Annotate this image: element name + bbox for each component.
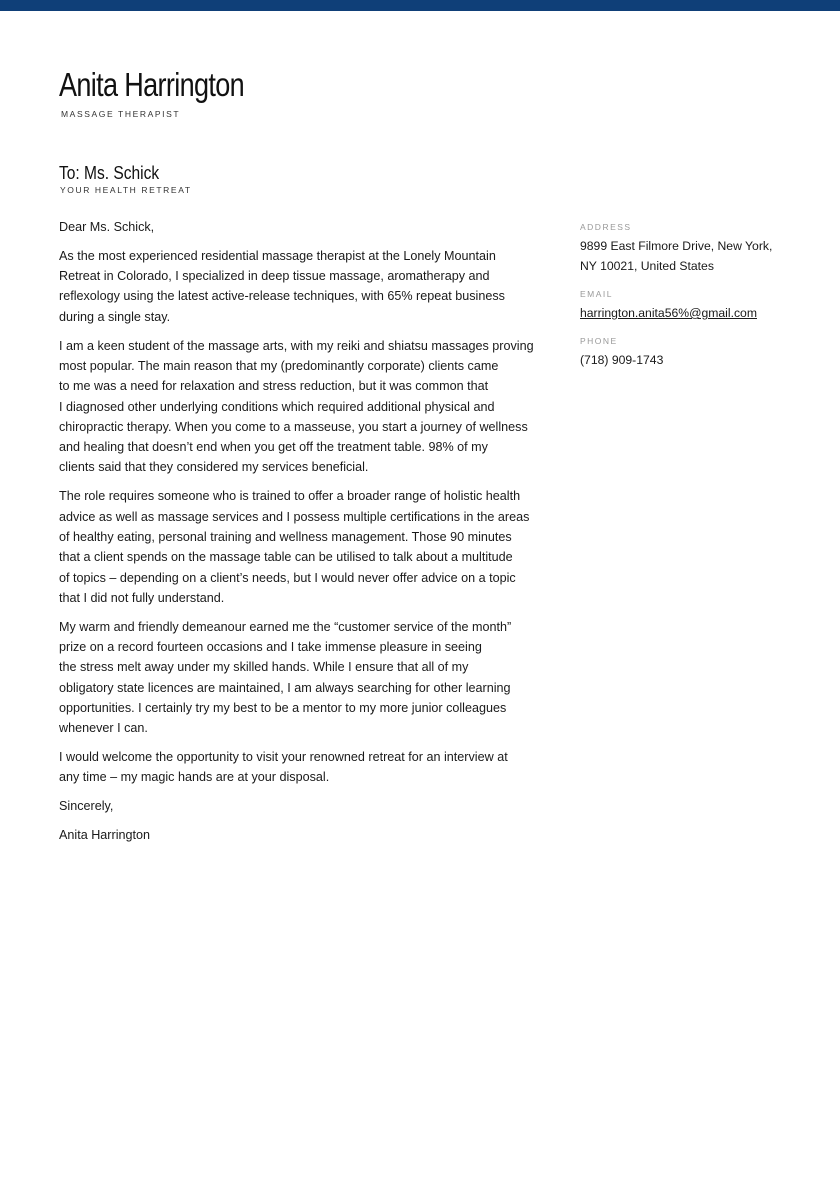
- paragraph-2: [59, 336, 534, 478]
- applicant-name: Anita Harrington: [59, 66, 245, 103]
- paragraph-line: that a client spends on the massage table can be utilised to talk about a multitude: [59, 550, 513, 565]
- paragraph-line: of topics – depending on a client’s needs, but I would never offer advice on a topic: [59, 570, 516, 585]
- paragraph-line: during a single stay.: [59, 309, 171, 324]
- paragraph-line: prize on a record fourteen occasions and I take immense pleasure in seeing: [59, 640, 482, 655]
- closing: Sincerely,: [59, 799, 114, 814]
- salutation: Dear Ms. Schick,: [59, 220, 155, 234]
- paragraph-line: any time – my magic hands are at your disposal.: [59, 770, 330, 785]
- paragraph-line: Retreat in Colorado, I specialized in deep tissue massage, aromatherapy and: [59, 269, 490, 284]
- email-value: [580, 303, 800, 323]
- letter-body: [59, 217, 534, 854]
- paragraph-line: chiropractic therapy. When you come to a masseuse, you start a journey of wellness: [59, 419, 528, 434]
- email-link[interactable]: harrington.anita56%@gmail.com: [580, 306, 757, 320]
- paragraph-line: As the most experienced residential massage therapist at the Lonely Mountain: [59, 248, 496, 263]
- paragraph-line: whenever I can.: [59, 721, 148, 736]
- paragraph-line: of healthy eating, personal training and wellness management. Those 90 minutes: [59, 529, 512, 544]
- paragraph-line: I diagnosed other underlying conditions which required additional physical and: [59, 399, 495, 414]
- address-label: ADDRESS: [580, 222, 632, 232]
- recipient-name: To: Ms. Schick: [59, 162, 160, 183]
- paragraph-line: My warm and friendly demeanour earned me the “customer service of the month”: [59, 619, 512, 634]
- paragraph-3: [59, 486, 529, 608]
- paragraph-line: and healing that doesn’t end when you get off the treatment table. 98% of my: [59, 440, 488, 455]
- paragraph-line: that I did not fully understand.: [59, 590, 225, 605]
- contact-sidebar: [580, 222, 800, 383]
- paragraph-line: reflexology using the latest active-release techniques, with 65% repeat business: [59, 289, 505, 304]
- phone-label: PHONE: [580, 336, 618, 346]
- paragraph-line: I am a keen student of the massage arts, with my reiki and shiatsu massages proving: [59, 338, 534, 353]
- paragraph-1: [59, 246, 529, 327]
- paragraph-5: [59, 747, 529, 788]
- phone-value: (718) 909-1743: [580, 353, 664, 367]
- address-line: NY 10021, United States: [580, 259, 714, 273]
- top-accent-bar: [0, 0, 840, 11]
- paragraph-4: [59, 617, 529, 739]
- applicant-title: MASSAGE THERAPIST: [61, 109, 181, 119]
- paragraph-line: most popular. The main reason that my (predominantly corporate) clients came: [59, 358, 499, 373]
- address-value: [580, 236, 800, 276]
- recipient-organization: YOUR HEALTH RETREAT: [60, 185, 192, 195]
- email-label: EMAIL: [580, 289, 614, 299]
- address-line: 9899 East Filmore Drive, New York,: [580, 239, 773, 253]
- paragraph-line: The role requires someone who is trained to offer a broader range of holistic health: [59, 489, 521, 504]
- paragraph-line: I would welcome the opportunity to visit your renowned retreat for an interview at: [59, 750, 508, 765]
- paragraph-line: obligatory state licences are maintained, I am always searching for other learning: [59, 680, 511, 695]
- paragraph-line: the stress melt away under my skilled hands. While I ensure that all of my: [59, 660, 469, 675]
- paragraph-line: advice as well as massage services and I possess multiple certifications in the areas: [59, 509, 530, 524]
- paragraph-line: clients said that they considered my services beneficial.: [59, 460, 369, 475]
- paragraph-line: to me was a need for relaxation and stress reduction, but it was common that: [59, 379, 489, 394]
- signature: Anita Harrington: [59, 828, 151, 843]
- paragraph-line: opportunities. I certainly try my best to be a mentor to my more junior colleagues: [59, 700, 507, 715]
